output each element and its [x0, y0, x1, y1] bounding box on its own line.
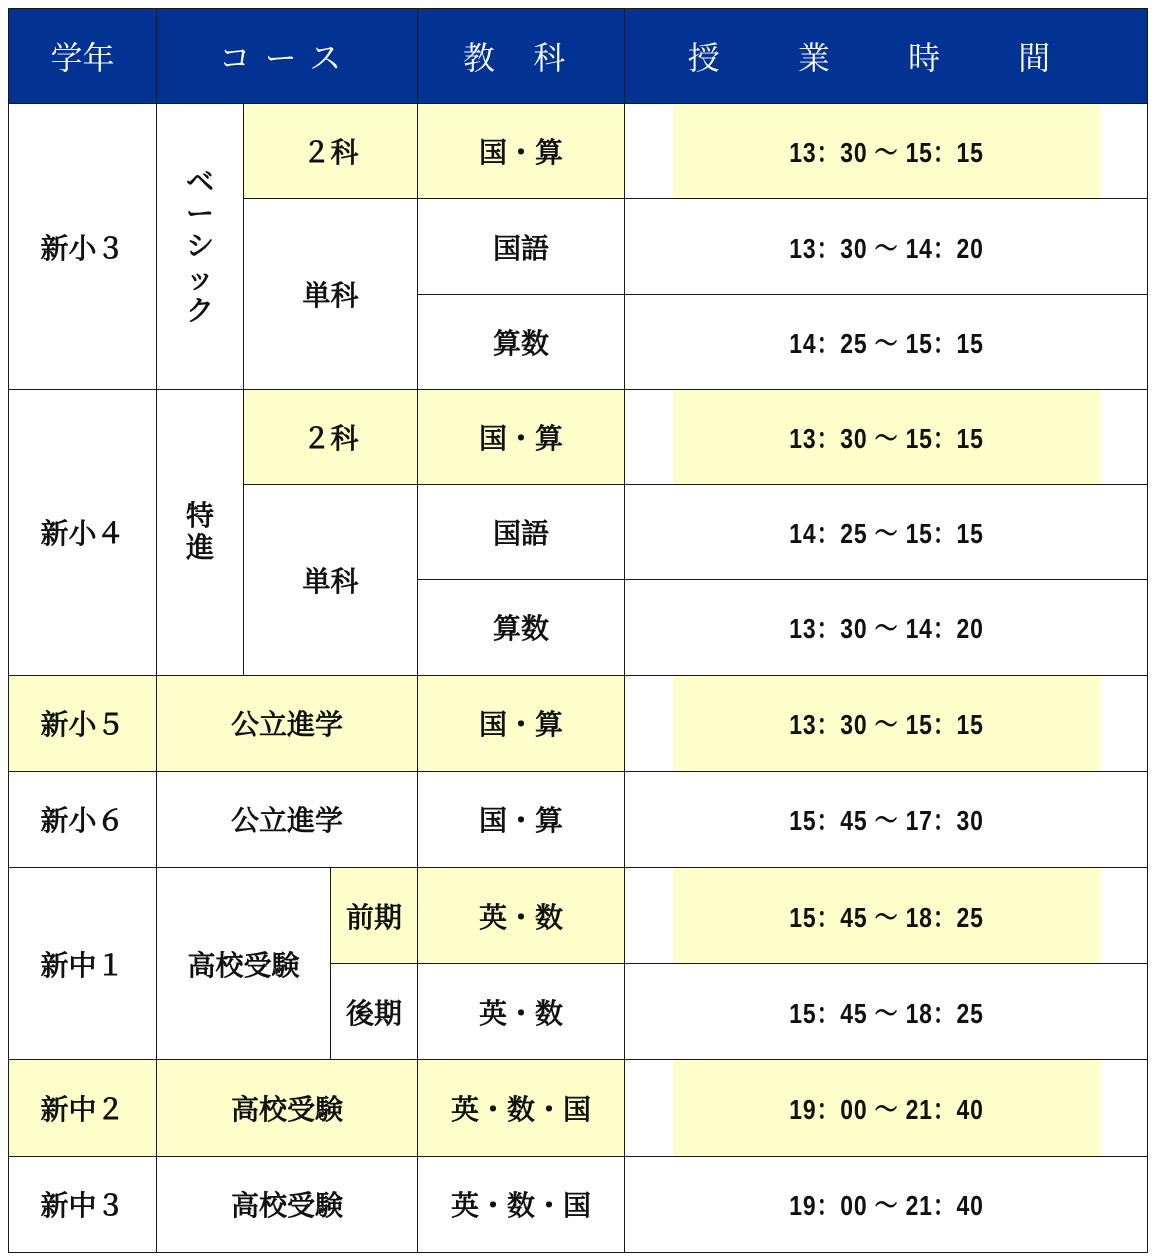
course-cell: 公立進学	[157, 675, 418, 771]
time-cell: 13：30 ～ 14：20	[672, 199, 1101, 294]
course-cell-tokushin: 特 進	[157, 389, 244, 675]
table-row	[9, 771, 1148, 867]
time-cell: 19：00 ～ 21：40	[672, 1060, 1101, 1156]
subject-cell: 算数	[418, 580, 625, 675]
subject-cell: 英・数・国	[418, 1156, 625, 1252]
time-cell: 13：30 ～ 15：15	[672, 389, 1101, 484]
course-cell: 公立進学	[157, 771, 418, 867]
grade-cell: 新中１	[9, 867, 157, 1059]
grade-cell: 新中２	[9, 1060, 157, 1156]
table-row	[9, 104, 1148, 199]
course-cell: 高校受験	[157, 1156, 418, 1252]
table-row	[9, 675, 1148, 771]
subject-cell: 算数	[418, 294, 625, 389]
time-cell: 13：30 ～ 15：15	[672, 675, 1101, 771]
time-cell: 13：30 ～ 15：15	[672, 104, 1101, 199]
header-subject: 教 科	[418, 9, 625, 104]
course-cell: 高校受験	[157, 867, 331, 1059]
subject-cell: 英・数	[418, 964, 625, 1060]
header-row	[9, 9, 1148, 104]
subject-cell: 国・算	[418, 771, 625, 867]
time-cell: 15：45 ～ 17：30	[672, 771, 1101, 867]
grade-cell: 新中３	[9, 1156, 157, 1252]
time-cell: 14：25 ～ 15：15	[672, 485, 1101, 580]
time-cell: 15：45 ～ 18：25	[672, 867, 1101, 963]
subject-cell: 国・算	[418, 675, 625, 771]
subject-cell: 国・算	[418, 104, 625, 199]
table-row	[9, 1156, 1148, 1252]
time-cell: 13：30 ～ 14：20	[672, 580, 1101, 675]
subject-cell: 国・算	[418, 389, 625, 484]
time-cell: 19：00 ～ 21：40	[672, 1156, 1101, 1252]
term-cell: 後期	[331, 964, 418, 1060]
table-row	[9, 1060, 1148, 1156]
subject-cell: 英・数	[418, 867, 625, 963]
table-row	[9, 867, 1148, 963]
subject-cell: 国語	[418, 199, 625, 294]
sub-course-cell: 単科	[244, 199, 418, 389]
grade-cell: 新小５	[9, 675, 157, 771]
header-hours: 授 業 時 間	[625, 9, 1148, 104]
sub-course-cell: 単科	[244, 485, 418, 675]
grade-cell: 新小３	[9, 104, 157, 390]
subject-cell: 国語	[418, 485, 625, 580]
grade-cell: 新小４	[9, 389, 157, 675]
term-cell: 前期	[331, 867, 418, 963]
sub-course-cell: ２科	[244, 104, 418, 199]
subject-cell: 英・数・国	[418, 1060, 625, 1156]
table-row	[9, 389, 1148, 484]
grade-cell: 新小６	[9, 771, 157, 867]
course-cell: 高校受験	[157, 1060, 418, 1156]
header-course: コース	[157, 9, 418, 104]
header-grade: 学年	[9, 9, 157, 104]
time-cell: 14：25 ～ 15：15	[672, 294, 1101, 389]
class-schedule-table	[8, 8, 1148, 1253]
sub-course-cell: ２科	[244, 389, 418, 484]
course-cell-basic: ベ ー シ ッ ク	[157, 104, 244, 390]
time-cell: 15：45 ～ 18：25	[672, 964, 1101, 1060]
